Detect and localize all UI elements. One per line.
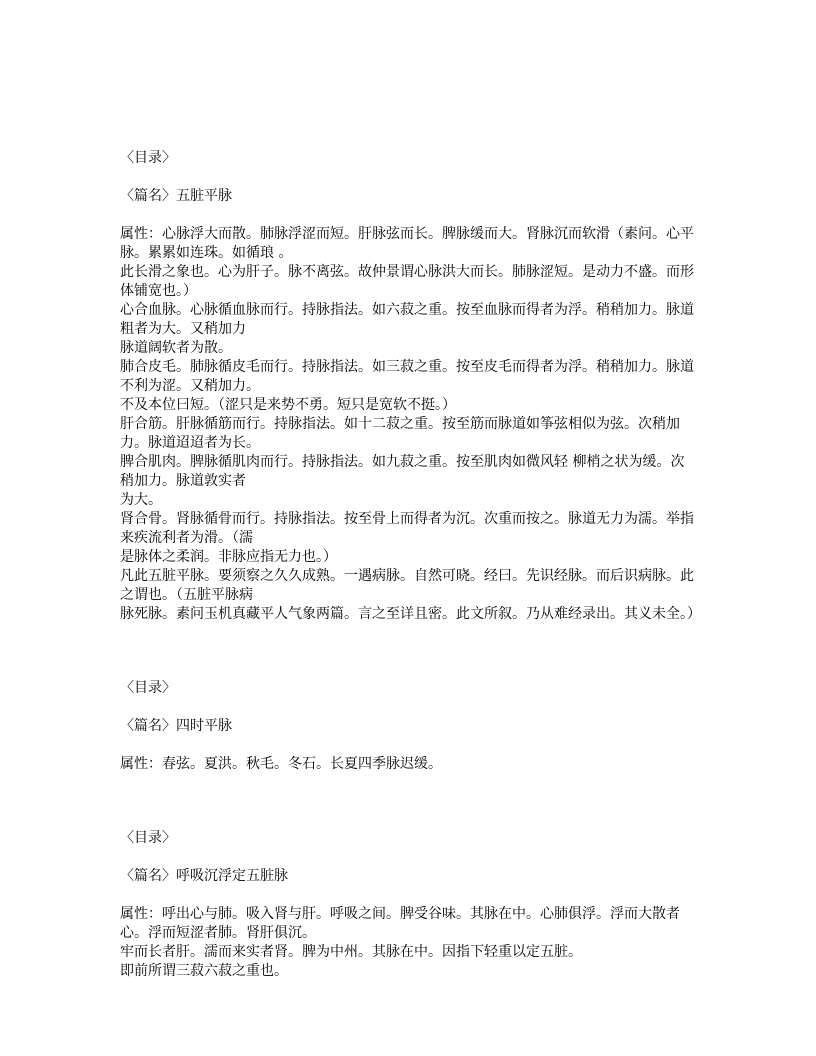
document-page bbox=[120, 149, 701, 981]
text-paragraph: 不及本位曰短。（涩只是来势不勇。短只是宽软不挺。） bbox=[120, 397, 456, 413]
text-paragraph: 牢而长者肝。濡而来实者肾。脾为中州。其脉在中。因指下轻重以定五脏。 bbox=[120, 944, 582, 960]
text-paragraph: 肾合骨。肾脉循骨而行。持脉指法。按至骨上而得者为沉。次重而按之。脉道无力为濡。举指来疾流利者为滑。（濡 bbox=[120, 511, 694, 546]
text-paragraph: 脉道阔软者为散。 bbox=[120, 340, 232, 356]
text-paragraph: 脉死脉。素问玉机真藏平人气象两篇。言之至详且密。此文所叙。乃从难经录出。其义未全。） bbox=[120, 606, 701, 622]
text-paragraph: 是脉体之柔润。非脉应指无力也。） bbox=[120, 549, 337, 565]
section-title: 〈篇名〉呼吸沉浮定五脏脉 bbox=[120, 868, 288, 884]
text-paragraph: 为大。 bbox=[120, 492, 162, 508]
text-paragraph: 凡此五脏平脉。要须察之久久成熟。一遇病脉。自然可晓。经曰。先识经脉。而后识病脉。此之谓也。（五脏平脉病 bbox=[120, 568, 694, 603]
section bbox=[120, 679, 696, 774]
text-paragraph: 肺合皮毛。肺脉循皮毛而行。持脉指法。如三菽之重。按至皮毛而得者为浮。稍稍加力。脉道不利为涩。又稍加力。 bbox=[120, 359, 694, 394]
section bbox=[120, 829, 696, 981]
section bbox=[120, 149, 701, 624]
toc-label: 〈目录〉 bbox=[120, 680, 176, 696]
text-paragraph: 属性：呼出心与肺。吸入肾与肝。呼吸之间。脾受谷味。其脉在中。心肺俱浮。浮而大散者心。浮而短涩者肺。肾肝俱沉。 bbox=[120, 906, 680, 941]
text-paragraph: 脾合肌肉。脾脉循肌肉而行。持脉指法。如九菽之重。按至肌肉如微风轻 柳梢之状为缓。次稍加力。脉道敦实者 bbox=[120, 454, 685, 489]
text-paragraph: 此长滑之象也。心为肝子。脉不离弦。故仲景谓心脉洪大而长。肺脉涩短。是动力不盛。而形体铺宽也。） bbox=[120, 264, 694, 299]
text-paragraph: 属性：春弦。夏洪。秋毛。冬石。长夏四季脉迟缓。 bbox=[120, 756, 442, 772]
text-paragraph: 肝合筋。肝脉循筋而行。持脉指法。如十二菽之重。按至筋而脉道如筝弦相似为弦。次稍加力。脉道迢迢者为长。 bbox=[120, 416, 680, 451]
section-title: 〈篇名〉四时平脉 bbox=[120, 718, 232, 734]
toc-label: 〈目录〉 bbox=[120, 150, 176, 166]
text-paragraph: 心合血脉。心脉循血脉而行。持脉指法。如六菽之重。按至血脉而得者为浮。稍稍加力。脉道粗者为大。又稍加力 bbox=[120, 302, 694, 337]
toc-label: 〈目录〉 bbox=[120, 830, 176, 846]
text-paragraph: 即前所谓三菽六菽之重也。 bbox=[120, 963, 288, 979]
text-paragraph: 属性：心脉浮大而散。肺脉浮涩而短。肝脉弦而长。脾脉缓而大。肾脉沉而软滑（素问。心平脉。累累如连珠。如循琅 。 bbox=[120, 226, 694, 261]
section-title: 〈篇名〉五脏平脉 bbox=[120, 188, 232, 204]
